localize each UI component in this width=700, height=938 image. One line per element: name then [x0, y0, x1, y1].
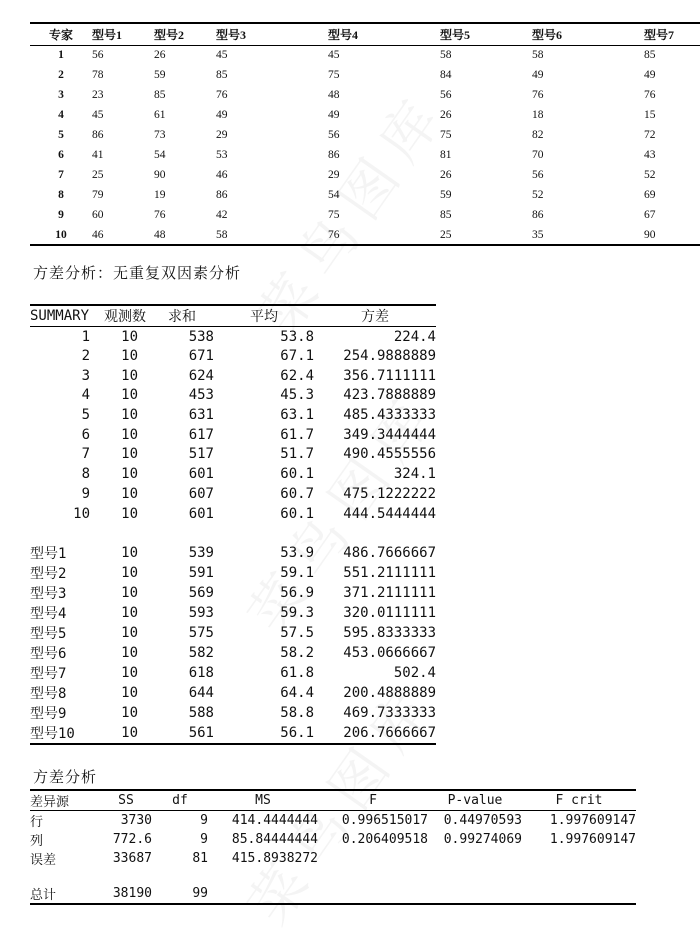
table-cell: 75 — [328, 69, 340, 81]
table-cell: 86 — [216, 189, 228, 201]
table-cell: 10 — [121, 387, 138, 404]
table-row-total — [30, 884, 636, 904]
column-header: 求和 — [150, 305, 214, 327]
table-cell: 644 — [188, 685, 214, 702]
table-cell: 423.7888889 — [343, 387, 436, 404]
table-row — [30, 623, 436, 643]
table-cell: 10 — [121, 645, 138, 662]
table-row — [30, 165, 700, 185]
column-header: 型号1 — [92, 23, 154, 45]
table-cell: 86 — [92, 129, 104, 141]
table-cell: 57.5 — [280, 625, 314, 642]
table-cell: 10 — [121, 485, 138, 502]
table-cell: 486.7666667 — [343, 545, 436, 562]
table-cell: 9 — [200, 832, 208, 847]
table-cell: 593 — [188, 605, 214, 622]
table-cell: 517 — [188, 446, 214, 463]
table-cell: 10 — [30, 225, 92, 245]
table-row — [30, 346, 436, 366]
table-cell: 56 — [532, 169, 544, 181]
table-cell: 26 — [154, 49, 166, 62]
table-cell: 3 — [58, 89, 64, 101]
table-cell: 2 — [58, 69, 64, 81]
table-cell: 56.1 — [214, 723, 314, 744]
table-cell: 0.206409518 — [341, 832, 428, 847]
table-cell: 1.997609147 — [549, 832, 636, 847]
table-cell: 415.8938272 — [231, 851, 318, 866]
table-cell: 10 — [121, 685, 138, 702]
table-cell: 569 — [188, 585, 214, 602]
table-row — [30, 683, 436, 703]
table-cell: 0.996515017 — [341, 813, 428, 828]
table-cell: 型号3 — [30, 586, 67, 603]
table-cell: 85 — [440, 209, 452, 221]
table-row — [30, 405, 436, 425]
table-cell: 70 — [532, 149, 544, 161]
table-cell: 59.3 — [280, 605, 314, 622]
table-cell: 76 — [532, 89, 544, 101]
table-cell: 行 — [30, 815, 44, 830]
table-cell: 总计 — [30, 884, 100, 904]
table-cell: 453.0666667 — [343, 645, 436, 662]
table-cell: 10 — [121, 466, 138, 483]
table-cell: 371.2111111 — [343, 585, 436, 602]
table-cell: 607 — [188, 485, 214, 502]
table-cell: 1 — [58, 49, 64, 62]
table-row — [30, 185, 700, 205]
table-cell: 320.0111111 — [343, 605, 436, 622]
table-cell: 0.99274069 — [443, 832, 522, 847]
table-cell: 349.3444444 — [343, 426, 436, 443]
table-header-row — [30, 23, 700, 45]
table-cell: 575 — [188, 625, 214, 642]
table-cell: 型号9 — [30, 706, 67, 723]
table-cell: 82 — [532, 129, 544, 141]
table-row — [30, 849, 636, 868]
table-cell: 59 — [154, 69, 166, 81]
table-cell: 型号5 — [30, 626, 67, 643]
table-cell: 561 — [150, 723, 214, 744]
column-header: F crit — [522, 790, 636, 811]
table-cell: 86 — [532, 209, 544, 221]
table-cell: 35 — [532, 225, 644, 245]
table-cell: 58.2 — [280, 645, 314, 662]
table-cell: 10 — [121, 407, 138, 424]
table-cell: 469.7333333 — [343, 705, 436, 722]
table-cell — [318, 884, 428, 904]
column-header: MS — [208, 790, 318, 811]
table-cell: 90 — [644, 225, 700, 245]
table-cell: 76 — [644, 89, 656, 101]
table-cell: 582 — [188, 645, 214, 662]
table-cell: 型号8 — [30, 686, 67, 703]
table-cell: 7 — [58, 169, 64, 181]
two-factor-anova-title: 方差分析：无重复双因素分析 — [33, 264, 242, 282]
table-cell: 78 — [92, 69, 104, 81]
table-row — [30, 225, 700, 245]
table-cell: 10 — [121, 348, 138, 365]
table-cell: 54 — [328, 189, 340, 201]
table-cell: 206.7666667 — [314, 723, 436, 744]
table-row — [30, 663, 436, 683]
table-row — [30, 543, 436, 563]
table-cell: 9 — [81, 485, 90, 502]
table-row — [30, 603, 436, 623]
column-header: 型号6 — [532, 23, 644, 45]
table-cell: 误差 — [30, 853, 57, 868]
table-cell: 54 — [154, 149, 166, 161]
table-cell: 53 — [216, 149, 228, 161]
column-header: P-value — [428, 790, 522, 811]
table-row — [30, 504, 436, 524]
table-cell: 631 — [188, 407, 214, 424]
table-cell: 型号7 — [30, 666, 67, 683]
table-cell: 64.4 — [280, 685, 314, 702]
table-cell: 45 — [92, 109, 104, 121]
table-cell: 8 — [81, 466, 90, 483]
table-cell: 10 — [121, 605, 138, 622]
table-cell: 601 — [188, 505, 214, 522]
table-cell: 84 — [440, 69, 452, 81]
table-cell: 67 — [644, 209, 656, 221]
table-cell: 56 — [328, 129, 340, 141]
table-row — [30, 125, 700, 145]
table-cell: 23 — [92, 89, 104, 101]
table-row — [30, 703, 436, 723]
table-cell: 588 — [188, 705, 214, 722]
column-header: F — [318, 790, 428, 811]
table-row — [30, 65, 700, 85]
table-cell: 19 — [154, 189, 166, 201]
table-cell: 73 — [154, 129, 166, 141]
table-cell: 58 — [216, 225, 328, 245]
table-cell: 3 — [81, 367, 90, 384]
table-cell: 62.4 — [280, 367, 314, 384]
table-cell: 85 — [644, 49, 656, 62]
table-cell: 10 — [121, 446, 138, 463]
table-cell: 10 — [121, 585, 138, 602]
table-row — [30, 484, 436, 504]
table-header-row — [30, 790, 636, 811]
table-cell: 72 — [644, 129, 656, 141]
table-cell: 772.6 — [112, 832, 152, 847]
table-cell: 45.3 — [280, 387, 314, 404]
table-cell: 10 — [121, 426, 138, 443]
table-cell: 5 — [58, 129, 64, 141]
table-row — [30, 830, 636, 849]
table-cell: 型号6 — [30, 646, 67, 663]
table-cell: 81 — [192, 851, 208, 866]
table-row — [30, 583, 436, 603]
table-cell: 9 — [200, 813, 208, 828]
table-cell — [428, 884, 522, 904]
table-cell: 485.4333333 — [343, 407, 436, 424]
table-cell — [428, 849, 522, 868]
table-cell: 15 — [644, 109, 656, 121]
table-cell: 59 — [440, 189, 452, 201]
table-row — [30, 425, 436, 445]
table-row — [30, 45, 700, 65]
table-cell — [522, 884, 636, 904]
table-cell: 4 — [58, 109, 64, 121]
table-cell: 453 — [188, 387, 214, 404]
spacer-row — [30, 868, 636, 884]
column-header: 型号7 — [644, 23, 700, 45]
table-cell: 76 — [328, 225, 440, 245]
table-cell: 61.7 — [280, 426, 314, 443]
table-cell: 52 — [644, 169, 656, 181]
table-cell: 43 — [644, 149, 656, 161]
column-header: 方差 — [314, 305, 436, 327]
table-cell: 49 — [328, 109, 340, 121]
table-cell: 型号10 — [30, 723, 92, 744]
table-row — [30, 464, 436, 484]
table-cell — [208, 884, 318, 904]
table-cell: 型号1 — [30, 546, 67, 563]
table-cell: 53.9 — [280, 545, 314, 562]
table-row — [30, 145, 700, 165]
table-cell: 38190 — [100, 884, 152, 904]
table-cell: 624 — [188, 367, 214, 384]
table-cell: 29 — [328, 169, 340, 181]
table-cell: 52 — [532, 189, 544, 201]
table-cell: 6 — [58, 149, 64, 161]
table-cell: 56 — [92, 49, 104, 62]
column-header: 型号5 — [440, 23, 532, 45]
table-cell: 414.4444444 — [231, 813, 318, 828]
table-cell: 45 — [328, 49, 340, 62]
table-cell: 41 — [92, 149, 104, 161]
column-header: 型号3 — [216, 23, 328, 45]
table-cell: 60 — [92, 209, 104, 221]
table-cell: 53.8 — [280, 328, 314, 345]
table-cell: 26 — [440, 169, 452, 181]
spacer-row — [30, 523, 436, 543]
table-cell: 671 — [188, 348, 214, 365]
column-header: 观测数 — [92, 305, 150, 327]
table-cell: 200.4888889 — [343, 685, 436, 702]
table-cell: 63.1 — [280, 407, 314, 424]
table-cell: 10 — [121, 545, 138, 562]
table-cell: 51.7 — [280, 446, 314, 463]
table-cell: 10 — [121, 705, 138, 722]
table-cell: 86 — [328, 149, 340, 161]
table-row — [30, 445, 436, 465]
table-cell: 56.9 — [280, 585, 314, 602]
table-cell: 46 — [216, 169, 228, 181]
table-cell: 502.4 — [393, 665, 436, 682]
table-cell: 490.4555556 — [343, 446, 436, 463]
table-cell: 10 — [121, 565, 138, 582]
table-cell: 10 — [121, 505, 138, 522]
table-cell: 9 — [58, 209, 64, 221]
table-cell: 224.4 — [393, 328, 436, 345]
table-cell: 49 — [644, 69, 656, 81]
table-cell — [318, 849, 428, 868]
table-cell: 324.1 — [393, 466, 436, 483]
table-cell: 90 — [154, 169, 166, 181]
table-cell: 29 — [216, 129, 228, 141]
table-cell: 99 — [152, 884, 208, 904]
table-cell: 2 — [81, 348, 90, 365]
table-cell: 49 — [532, 69, 544, 81]
table-cell: 42 — [216, 209, 228, 221]
column-header: 差异源 — [30, 790, 100, 811]
table-row — [30, 366, 436, 386]
table-cell: 1.997609147 — [549, 813, 636, 828]
table-cell: 85 — [154, 89, 166, 101]
table-cell: 33687 — [112, 851, 152, 866]
table-header-row — [30, 305, 436, 327]
table-cell: 75 — [328, 209, 340, 221]
table-cell: 46 — [92, 225, 154, 245]
anova-title: 方差分析 — [33, 768, 98, 786]
table-cell: 型号4 — [30, 606, 67, 623]
table-row — [30, 105, 700, 125]
column-header: 专家 — [30, 23, 92, 45]
table-cell: 8 — [58, 189, 64, 201]
table-cell: 76 — [154, 209, 166, 221]
table-row — [30, 205, 700, 225]
table-cell: 10 — [121, 328, 138, 345]
table-cell: 1 — [81, 328, 90, 345]
table-cell: 6 — [81, 426, 90, 443]
table-cell: 5 — [81, 407, 90, 424]
table-cell: 67.1 — [280, 348, 314, 365]
table-cell: 76 — [216, 89, 228, 101]
table-cell: 60.1 — [280, 466, 314, 483]
table-cell: 10 — [121, 367, 138, 384]
table-cell: 444.5444444 — [343, 505, 436, 522]
column-header: SUMMARY — [30, 305, 92, 327]
table-cell: 10 — [73, 505, 90, 522]
table-cell: 10 — [121, 625, 138, 642]
table-cell: 356.7111111 — [343, 367, 436, 384]
table-cell — [522, 849, 636, 868]
table-row — [30, 386, 436, 406]
spacer — [30, 523, 436, 543]
table-cell: 3730 — [120, 813, 152, 828]
table-cell: 59.1 — [280, 565, 314, 582]
table-cell: 型号2 — [30, 566, 67, 583]
table-cell: 18 — [532, 109, 544, 121]
column-header: 平均 — [214, 305, 314, 327]
table-cell: 551.2111111 — [343, 565, 436, 582]
table-cell: 58 — [532, 49, 544, 62]
table-cell: 49 — [216, 109, 228, 121]
table-cell: 60.1 — [280, 505, 314, 522]
summary-table — [30, 304, 436, 745]
anova-table — [30, 789, 636, 905]
column-header: 型号2 — [154, 23, 216, 45]
column-header: df — [152, 790, 208, 811]
table-cell: 58 — [440, 49, 452, 62]
column-header: SS — [100, 790, 152, 811]
table-cell: 26 — [440, 109, 452, 121]
table-cell: 48 — [154, 225, 216, 245]
table-cell: 617 — [188, 426, 214, 443]
table-cell: 75 — [440, 129, 452, 141]
table-cell: 475.1222222 — [343, 485, 436, 502]
table-row — [30, 563, 436, 583]
table-cell: 25 — [92, 169, 104, 181]
table-cell: 4 — [81, 387, 90, 404]
column-header: 型号4 — [328, 23, 440, 45]
expert-rating-table — [30, 22, 700, 246]
table-row — [30, 643, 436, 663]
table-row — [30, 327, 436, 347]
table-cell: 10 — [121, 665, 138, 682]
table-cell: 60.7 — [280, 485, 314, 502]
table-cell: 595.8333333 — [343, 625, 436, 642]
table-cell: 254.9888889 — [343, 348, 436, 365]
table-cell: 45 — [216, 49, 228, 62]
table-cell: 56 — [440, 89, 452, 101]
table-cell: 25 — [440, 225, 532, 245]
table-cell: 48 — [328, 89, 340, 101]
table-cell: 61 — [154, 109, 166, 121]
table-cell: 10 — [92, 723, 150, 744]
table-cell: 7 — [81, 446, 90, 463]
table-cell: 85 — [216, 69, 228, 81]
table-row — [30, 723, 436, 744]
table-cell: 85.84444444 — [231, 832, 318, 847]
table-cell: 0.44970593 — [443, 813, 522, 828]
table-cell: 618 — [188, 665, 214, 682]
table-cell: 69 — [644, 189, 656, 201]
table-cell: 591 — [188, 565, 214, 582]
table-row — [30, 811, 636, 831]
table-cell: 61.8 — [280, 665, 314, 682]
table-cell: 538 — [188, 328, 214, 345]
table-row — [30, 85, 700, 105]
table-cell: 58.8 — [280, 705, 314, 722]
table-cell: 601 — [188, 466, 214, 483]
table-cell: 列 — [30, 834, 44, 849]
table-cell: 81 — [440, 149, 452, 161]
table-cell: 539 — [188, 545, 214, 562]
table-cell: 79 — [92, 189, 104, 201]
spacer — [30, 868, 636, 884]
